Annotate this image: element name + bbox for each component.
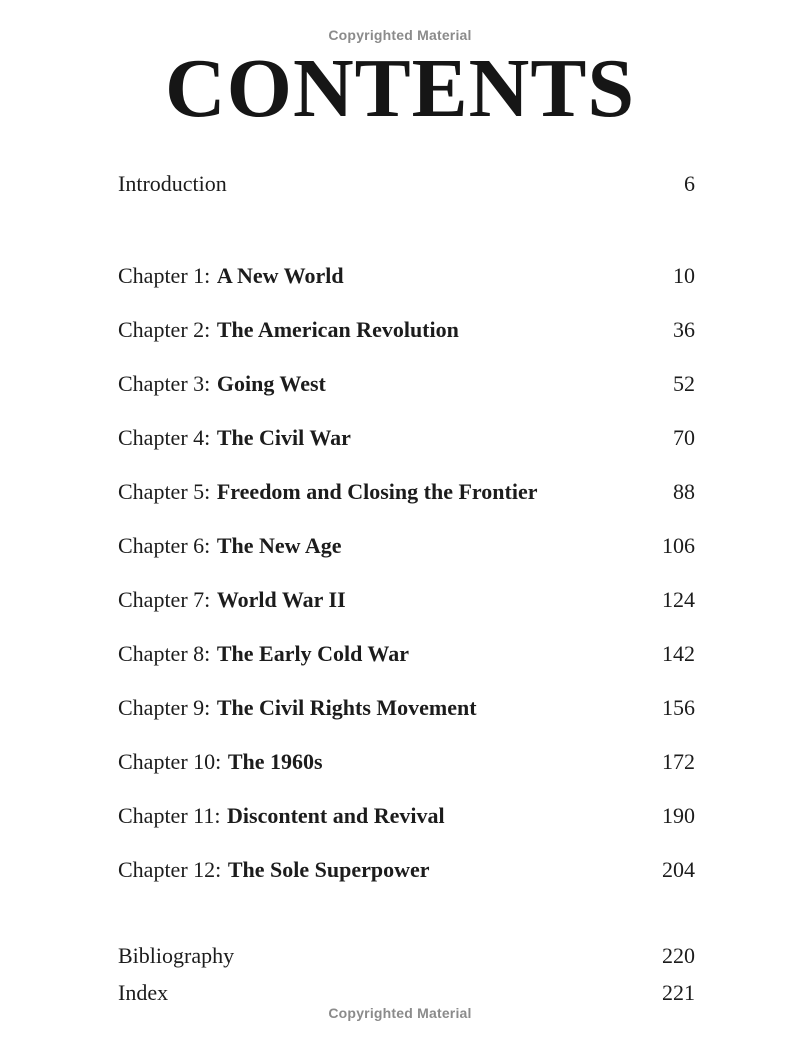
- toc-entry-title: A New World: [216, 263, 344, 288]
- toc-entry-page: 6: [684, 171, 695, 196]
- toc-entry-title: World War II: [216, 587, 346, 612]
- toc-entry-label: [118, 801, 445, 831]
- toc-entry-prefix: Chapter 8:: [118, 641, 211, 666]
- toc-row: [118, 747, 695, 777]
- toc-entry-page: 124: [662, 587, 695, 612]
- toc-row: [118, 585, 695, 615]
- toc-entry-label: [118, 369, 326, 399]
- toc-front-matter: [118, 169, 695, 199]
- toc-entry-title: The 1960s: [227, 749, 323, 774]
- toc-entry-page: 221: [662, 980, 695, 1005]
- toc-row: [118, 369, 695, 399]
- toc-row: [118, 693, 695, 723]
- toc-entry-prefix: Chapter 7:: [118, 587, 211, 612]
- toc-row: [118, 477, 695, 507]
- toc-row: [118, 639, 695, 669]
- toc-entry-page: 204: [662, 857, 695, 882]
- toc-entry-label: [118, 315, 459, 345]
- toc-row: [118, 941, 695, 971]
- toc-row: [118, 423, 695, 453]
- toc-entry-label: [118, 693, 477, 723]
- toc-entry-prefix: Index: [118, 980, 169, 1005]
- toc-entry-label: [118, 531, 342, 561]
- copyright-watermark-top: Copyrighted Material: [328, 27, 472, 43]
- toc-entry-label: [118, 423, 351, 453]
- toc-row: [118, 315, 695, 345]
- toc-entry-page: 142: [662, 641, 695, 666]
- toc-entry-page: 172: [662, 749, 695, 774]
- toc-entry-prefix: Chapter 12:: [118, 857, 222, 882]
- toc-row: [118, 169, 695, 199]
- toc-entry-label: [118, 855, 430, 885]
- copyright-watermark-bottom: Copyrighted Material: [328, 1005, 472, 1021]
- page-title: CONTENTS: [164, 42, 636, 135]
- toc-entry-prefix: Chapter 9:: [118, 695, 211, 720]
- toc-entry-page: 106: [662, 533, 695, 558]
- toc-row: [118, 261, 695, 291]
- toc-entry-label: [118, 169, 227, 199]
- toc-entry-label: [118, 585, 346, 615]
- toc-back-matter: [118, 941, 695, 1008]
- toc-entry-title: The Sole Superpower: [227, 857, 430, 882]
- toc-entry-title: Freedom and Closing the Frontier: [216, 479, 538, 504]
- toc-row: [118, 855, 695, 885]
- toc-entry-title: The Early Cold War: [216, 641, 409, 666]
- toc-entry-label: [118, 978, 168, 1008]
- toc-entry-prefix: Chapter 4:: [118, 425, 211, 450]
- toc-entry-prefix: Chapter 6:: [118, 533, 211, 558]
- toc-entry-prefix: Bibliography: [118, 943, 235, 968]
- toc-entry-page: 36: [673, 317, 695, 342]
- toc-entry-title: The Civil War: [216, 425, 351, 450]
- toc-row: [118, 801, 695, 831]
- toc-entry-page: 70: [673, 425, 695, 450]
- toc-entry-label: [118, 639, 409, 669]
- toc-entry-page: 10: [673, 263, 695, 288]
- toc-entry-label: [118, 261, 344, 291]
- toc-entry-title: Discontent and Revival: [227, 803, 445, 828]
- toc-entry-prefix: Chapter 11:: [118, 803, 221, 828]
- toc-entry-title: The Civil Rights Movement: [216, 695, 477, 720]
- toc-entry-prefix: Chapter 5:: [118, 479, 211, 504]
- toc-entry-label: [118, 477, 537, 507]
- toc-entry-prefix: Chapter 1:: [118, 263, 211, 288]
- toc-entry-title: Going West: [216, 371, 326, 396]
- toc-row: [118, 978, 695, 1008]
- toc-entry-page: 190: [662, 803, 695, 828]
- toc-entry-prefix: Chapter 2:: [118, 317, 211, 342]
- toc-entry-page: 220: [662, 943, 695, 968]
- toc-entry-title: The New Age: [216, 533, 342, 558]
- toc-entry-title: The American Revolution: [216, 317, 459, 342]
- toc-entry-page: 88: [673, 479, 695, 504]
- toc-entry-prefix: Chapter 3:: [118, 371, 211, 396]
- toc-row: [118, 531, 695, 561]
- toc-entry-page: 52: [673, 371, 695, 396]
- toc-entry-prefix: Introduction: [118, 171, 227, 196]
- toc-entry-page: 156: [662, 695, 695, 720]
- toc-entry-prefix: Chapter 10:: [118, 749, 222, 774]
- toc-entry-label: [118, 941, 234, 971]
- toc-entry-label: [118, 747, 323, 777]
- table-of-contents: [0, 169, 800, 1008]
- toc-chapter-list: [118, 261, 695, 885]
